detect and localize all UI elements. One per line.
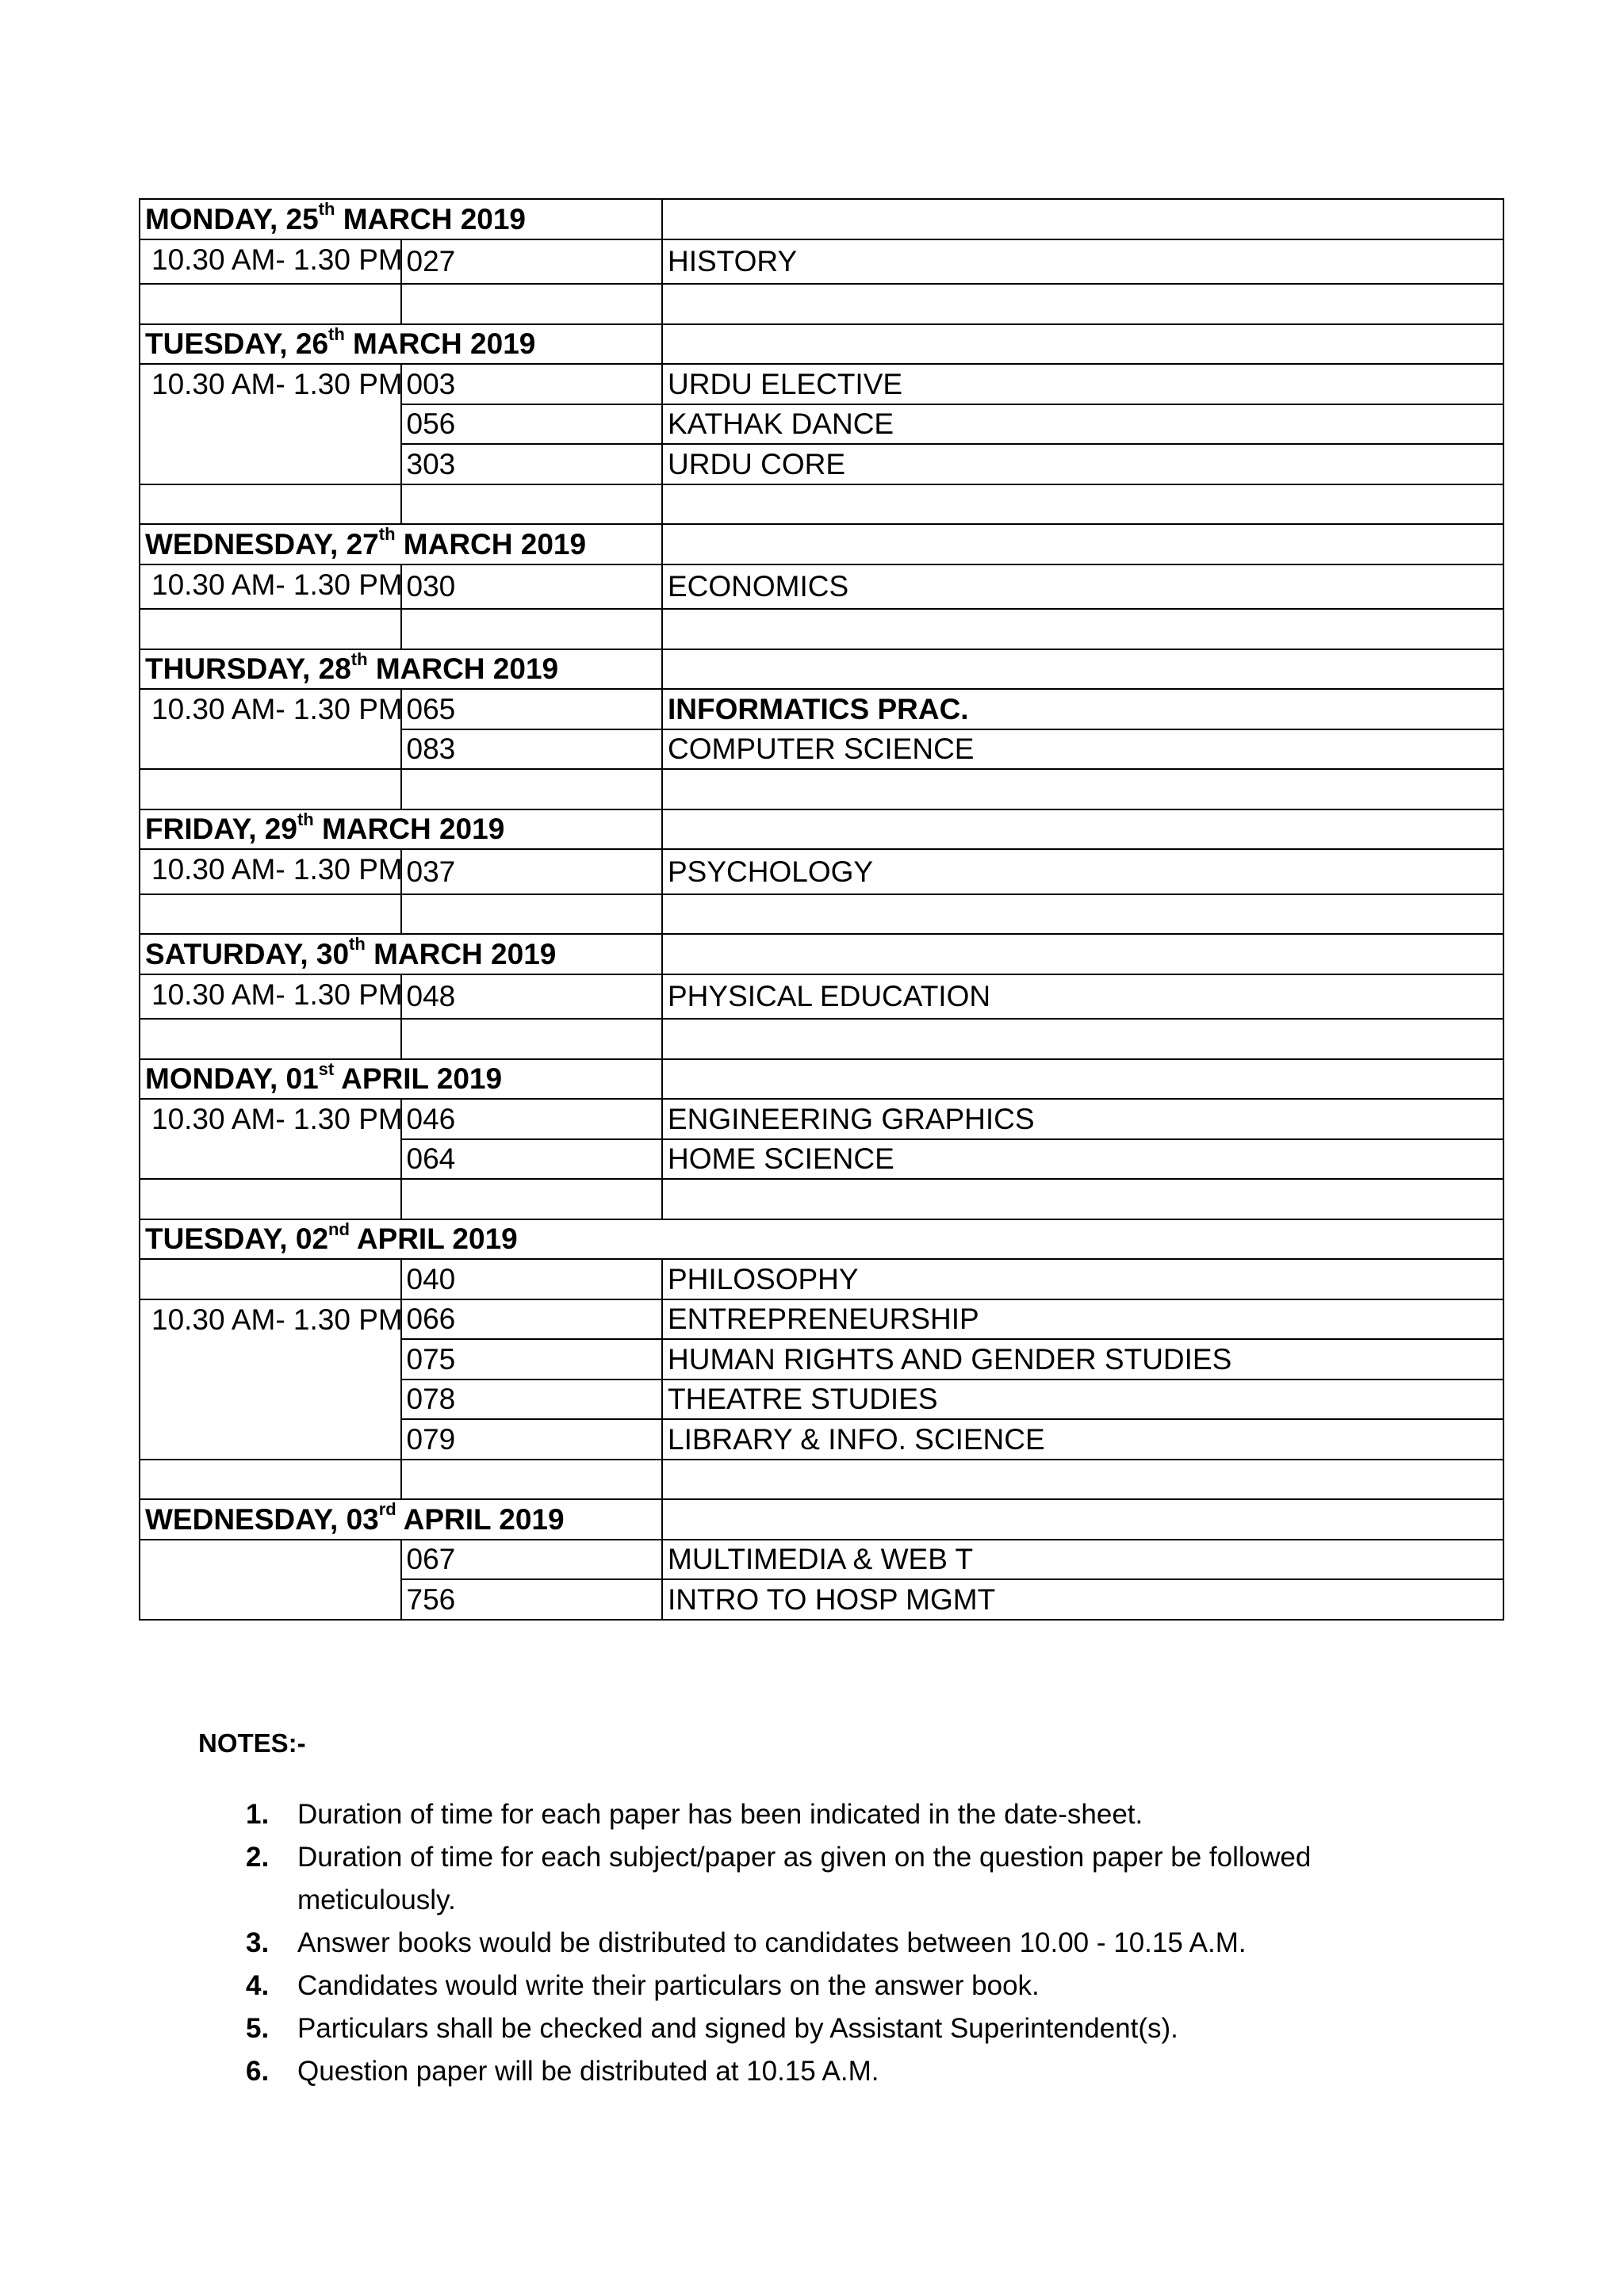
day-month-year: MARCH 2019 [313, 813, 505, 846]
empty-cell [662, 524, 1503, 564]
spacer-row [140, 769, 1503, 809]
empty-cell [662, 769, 1503, 809]
empty-cell [662, 934, 1503, 974]
day-header-row [140, 324, 1503, 365]
day-month-year: APRIL 2019 [334, 1062, 503, 1096]
note-item [246, 1965, 1419, 2007]
spacer-row [140, 1179, 1503, 1219]
day-date: WEDNESDAY, 27 [145, 527, 379, 561]
exam-time: 10.30 AM- 1.30 PM [140, 849, 401, 894]
paper-subject: HOME SCIENCE [662, 1139, 1503, 1180]
day-heading [140, 524, 662, 564]
empty-cell [662, 284, 1503, 324]
day-heading [140, 1059, 662, 1100]
paper-code: 056 [401, 404, 663, 445]
notes-list [246, 1793, 1419, 2093]
paper-subject: INFORMATICS PRAC. [662, 689, 1503, 729]
spacer-row [140, 284, 1503, 324]
paper-code: 040 [401, 1259, 663, 1299]
day-month-year: APRIL 2019 [396, 1502, 565, 1536]
empty-cell [401, 1019, 663, 1059]
paper-subject: PHILOSOPHY [662, 1259, 1503, 1299]
note-number: 3. [246, 1927, 270, 1958]
paper-row [140, 239, 1503, 285]
exam-time [140, 1540, 401, 1620]
exam-time: 10.30 AM- 1.30 PM [140, 689, 401, 769]
day-date: WEDNESDAY, 03 [145, 1502, 379, 1536]
empty-cell [662, 1499, 1503, 1540]
day-month-year: APRIL 2019 [349, 1223, 518, 1256]
paper-subject: THEATRE STUDIES [662, 1380, 1503, 1420]
note-text: Particulars shall be checked and signed by Assistant Superintendent(s). [297, 2013, 1178, 2044]
day-month-year: MARCH 2019 [365, 937, 557, 970]
day-header-row [140, 1059, 1503, 1100]
day-header-row [140, 1219, 1503, 1260]
day-month-year: MARCH 2019 [367, 652, 559, 686]
empty-cell [401, 284, 663, 324]
paper-subject: LIBRARY & INFO. SCIENCE [662, 1419, 1503, 1460]
paper-code: 046 [401, 1099, 663, 1139]
empty-cell [140, 284, 401, 324]
paper-subject: ECONOMICS [662, 564, 1503, 610]
empty-cell [140, 769, 401, 809]
spacer-row [140, 894, 1503, 935]
note-text: Question paper will be distributed at 10.15 A.M. [297, 2056, 879, 2087]
note-text: Candidates would write their particulars on the answer book. [297, 1970, 1040, 2001]
paper-subject: ENGINEERING GRAPHICS [662, 1099, 1503, 1139]
day-header-row [140, 1499, 1503, 1540]
empty-cell [140, 1259, 401, 1299]
day-date: MONDAY, 01 [145, 1062, 319, 1096]
paper-code: 075 [401, 1339, 663, 1380]
paper-row [140, 849, 1503, 894]
empty-cell [140, 894, 401, 935]
day-date: FRIDAY, 29 [145, 813, 297, 846]
day-date: THURSDAY, 28 [145, 652, 351, 686]
paper-code: 003 [401, 364, 663, 404]
paper-row [140, 564, 1503, 610]
note-item [246, 1836, 1419, 1922]
day-month-year: MARCH 2019 [395, 527, 587, 561]
exam-time: 10.30 AM- 1.30 PM [140, 974, 401, 1020]
paper-subject: INTRO TO HOSP MGMT [662, 1579, 1503, 1620]
paper-code: 064 [401, 1139, 663, 1180]
paper-code: 756 [401, 1579, 663, 1620]
paper-code: 067 [401, 1540, 663, 1580]
empty-cell [662, 894, 1503, 935]
empty-cell [401, 1179, 663, 1219]
note-text: Answer books would be distributed to candidates between 10.00 - 10.15 A.M. [297, 1927, 1247, 1958]
empty-cell [662, 1019, 1503, 1059]
paper-subject: PHYSICAL EDUCATION [662, 974, 1503, 1020]
empty-cell [662, 649, 1503, 690]
paper-subject: COMPUTER SCIENCE [662, 729, 1503, 770]
paper-code: 079 [401, 1419, 663, 1460]
paper-code: 083 [401, 729, 663, 770]
paper-subject: HUMAN RIGHTS AND GENDER STUDIES [662, 1339, 1503, 1380]
day-heading [140, 809, 662, 850]
paper-row [140, 1259, 1503, 1299]
date-sheet-table [139, 198, 1504, 1621]
empty-cell [662, 484, 1503, 525]
empty-cell [401, 1460, 663, 1500]
day-month-year: MARCH 2019 [335, 202, 527, 235]
day-header-row [140, 199, 1503, 239]
empty-cell [662, 199, 1503, 239]
empty-cell [140, 1019, 401, 1059]
empty-cell [140, 484, 401, 525]
paper-row [140, 1099, 1503, 1139]
day-header-row [140, 649, 1503, 690]
empty-cell [662, 1059, 1503, 1100]
empty-cell [401, 769, 663, 809]
day-heading [140, 1499, 662, 1540]
day-ordinal: th [297, 809, 314, 829]
paper-row [140, 689, 1503, 729]
paper-code: 048 [401, 974, 663, 1020]
paper-code: 066 [401, 1299, 663, 1340]
day-ordinal: th [378, 524, 396, 545]
empty-cell [140, 609, 401, 649]
exam-time: 10.30 AM- 1.30 PM [140, 564, 401, 610]
paper-code: 037 [401, 849, 663, 894]
empty-cell [662, 1179, 1503, 1219]
paper-subject: URDU CORE [662, 444, 1503, 484]
empty-cell [401, 484, 663, 525]
spacer-row [140, 609, 1503, 649]
empty-cell [662, 809, 1503, 850]
note-number: 2. [246, 1842, 270, 1873]
day-month-year: MARCH 2019 [344, 327, 536, 361]
day-date: TUESDAY, 02 [145, 1223, 329, 1256]
note-item [246, 1922, 1419, 1965]
exam-time: 10.30 AM- 1.30 PM [140, 1299, 401, 1460]
paper-code: 303 [401, 444, 663, 484]
day-ordinal: th [350, 649, 368, 669]
note-text: Duration of time for each subject/paper as given on the question paper be followed meticulously. [297, 1842, 1312, 1915]
empty-cell [662, 324, 1503, 365]
day-ordinal: th [328, 323, 345, 344]
paper-code: 065 [401, 689, 663, 729]
exam-time: 10.30 AM- 1.30 PM [140, 1099, 401, 1179]
day-ordinal: th [349, 934, 366, 955]
day-date: SATURDAY, 30 [145, 937, 350, 970]
exam-time: 10.30 AM- 1.30 PM [140, 239, 401, 285]
day-date: MONDAY, 25 [145, 202, 319, 235]
paper-row [140, 1299, 1503, 1340]
empty-cell [140, 1460, 401, 1500]
spacer-row [140, 484, 1503, 525]
paper-row [140, 364, 1503, 404]
paper-code: 030 [401, 564, 663, 610]
day-heading [140, 934, 662, 974]
empty-cell [401, 894, 663, 935]
exam-time: 10.30 AM- 1.30 PM [140, 364, 401, 484]
day-heading [140, 324, 662, 365]
note-item [246, 2050, 1419, 2093]
note-number: 4. [246, 1970, 270, 2001]
day-heading [140, 1219, 1503, 1260]
paper-subject: KATHAK DANCE [662, 404, 1503, 445]
paper-row [140, 1540, 1503, 1580]
paper-subject: ENTREPRENEURSHIP [662, 1299, 1503, 1340]
date-sheet-body [140, 199, 1503, 1620]
notes-title: NOTES:- [198, 1728, 306, 1758]
day-heading [140, 649, 662, 690]
day-header-row [140, 809, 1503, 850]
day-date: TUESDAY, 26 [145, 327, 329, 361]
note-number: 6. [246, 2056, 270, 2087]
note-number: 1. [246, 1799, 270, 1830]
paper-code: 078 [401, 1380, 663, 1420]
day-heading [140, 199, 662, 239]
day-ordinal: st [318, 1058, 335, 1079]
day-ordinal: th [318, 199, 335, 220]
paper-subject: HISTORY [662, 239, 1503, 285]
spacer-row [140, 1019, 1503, 1059]
empty-cell [401, 609, 663, 649]
paper-subject: MULTIMEDIA & WEB T [662, 1540, 1503, 1580]
note-item [246, 2007, 1419, 2050]
note-text: Duration of time for each paper has been indicated in the date-sheet. [297, 1799, 1143, 1830]
paper-subject: URDU ELECTIVE [662, 364, 1503, 404]
empty-cell [662, 609, 1503, 649]
day-header-row [140, 934, 1503, 974]
day-header-row [140, 524, 1503, 564]
empty-cell [140, 1179, 401, 1219]
day-ordinal: nd [328, 1219, 350, 1239]
note-number: 5. [246, 2013, 270, 2044]
empty-cell [662, 1460, 1503, 1500]
note-item [246, 1793, 1419, 1836]
paper-row [140, 974, 1503, 1020]
paper-subject: PSYCHOLOGY [662, 849, 1503, 894]
spacer-row [140, 1460, 1503, 1500]
day-ordinal: rd [378, 1499, 396, 1520]
paper-code: 027 [401, 239, 663, 285]
